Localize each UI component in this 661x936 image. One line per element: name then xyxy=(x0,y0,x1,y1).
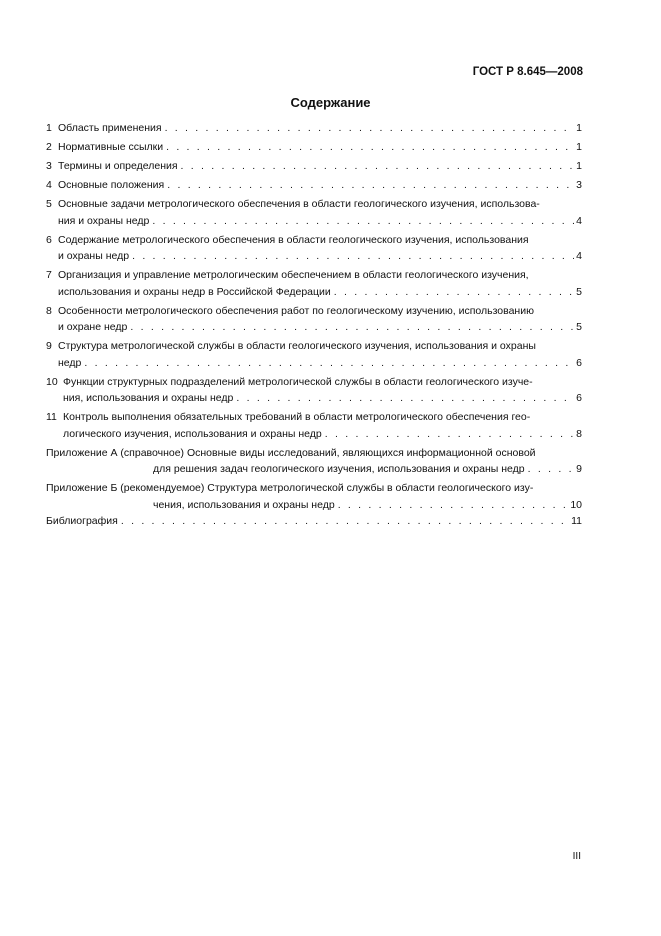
toc-title: Структура метрологической службы в области геологического изучения, использования и охраны xyxy=(58,340,536,352)
toc-entry-2[interactable] xyxy=(46,139,582,156)
toc-title: Особенности метрологического обеспечения работ по геологическому изучению, использованию xyxy=(58,304,534,317)
toc-title: Нормативные ссылки xyxy=(58,141,164,153)
toc-title: Термины и определения xyxy=(58,160,178,172)
appendix-title: Приложение Б (рекомендуемое) Структура метрологической службы в области геологического изу- xyxy=(46,482,534,494)
toc-number: 8 xyxy=(46,304,52,317)
bibliography-label: Библиография xyxy=(46,515,118,527)
dot-leader xyxy=(162,120,574,137)
toc-entry-4[interactable] xyxy=(46,177,582,194)
toc-number: 4 xyxy=(46,179,52,191)
toc-entry-9[interactable] xyxy=(46,338,582,371)
dot-leader xyxy=(81,355,574,372)
toc-page: 11 xyxy=(571,515,582,527)
toc-number: 2 xyxy=(46,141,52,153)
toc-title-cont: использования и охраны недр в Российской Федерации xyxy=(58,285,331,298)
toc-entry-7[interactable] xyxy=(46,267,582,300)
toc-entry-6[interactable] xyxy=(46,232,582,265)
toc-number: 9 xyxy=(46,340,52,352)
dot-leader xyxy=(525,461,574,478)
dot-leader xyxy=(164,177,574,194)
toc-bibliography[interactable] xyxy=(46,513,582,530)
dot-leader xyxy=(331,284,574,301)
dot-leader xyxy=(127,319,574,336)
toc-page: 4 xyxy=(576,214,582,227)
toc-title: Контроль выполнения обязательных требований в области метрологического обеспечения гео- xyxy=(63,411,531,423)
toc-page: 1 xyxy=(576,122,582,134)
toc-entry-1[interactable] xyxy=(46,120,582,137)
toc-number: 6 xyxy=(46,233,52,246)
dot-leader xyxy=(149,213,574,230)
toc-title-cont: логического изучения, использования и охраны недр xyxy=(63,427,322,440)
toc-number: 1 xyxy=(46,122,52,134)
toc-page: 1 xyxy=(576,141,582,153)
page-title: Содержание xyxy=(290,95,371,110)
toc-number: 7 xyxy=(46,269,52,281)
appendix-title-cont: для решения задач геологического изучения, использования и охраны недр xyxy=(153,463,525,475)
toc-title: Основные задачи метрологического обеспечения в области геологического изучения, использова- xyxy=(58,198,540,210)
toc-page: 8 xyxy=(576,427,582,440)
dot-leader xyxy=(335,497,571,514)
standard-code: ГОСТ Р 8.645—2008 xyxy=(472,66,583,78)
page-folio: III xyxy=(572,851,581,862)
toc-entry-10[interactable] xyxy=(46,374,582,407)
toc-title: Организация и управление метрологическим обеспечением в области геологического изучения, xyxy=(58,269,529,281)
toc-title-cont: ния и охраны недр xyxy=(58,214,150,227)
toc-entry-8[interactable] xyxy=(46,303,582,336)
toc-title: Основные положения xyxy=(58,179,165,191)
dot-leader xyxy=(163,139,574,156)
toc-entry-3[interactable] xyxy=(46,158,582,175)
toc-page: 3 xyxy=(576,179,582,191)
toc-entry-11[interactable] xyxy=(46,409,582,442)
toc-title-cont: и охраны недр xyxy=(58,250,130,262)
dot-leader xyxy=(118,513,571,530)
toc-page: 1 xyxy=(576,160,582,172)
dot-leader xyxy=(322,426,574,443)
toc-number: 11 xyxy=(46,411,57,423)
toc-title-cont: и охране недр xyxy=(58,321,128,333)
toc-entry-5[interactable] xyxy=(46,196,582,229)
dot-leader xyxy=(233,390,574,407)
toc-number: 5 xyxy=(46,198,52,210)
toc-title: Содержание метрологического обеспечения в области геологического изучения, использования xyxy=(58,233,529,246)
toc-appendix-a[interactable] xyxy=(46,445,582,478)
toc-number: 3 xyxy=(46,160,52,172)
toc-page: 10 xyxy=(570,498,582,511)
toc-number: 10 xyxy=(46,375,58,388)
toc-page: 5 xyxy=(576,321,582,333)
toc-title-cont: недр xyxy=(58,356,82,369)
toc-page: 5 xyxy=(576,285,582,298)
toc-title: Функции структурных подразделений метрологической службы в области геологического изуче- xyxy=(63,375,533,388)
table-of-contents xyxy=(46,120,582,530)
dot-leader xyxy=(129,248,574,265)
toc-page: 4 xyxy=(576,250,582,262)
toc-appendix-b[interactable] xyxy=(46,480,582,513)
toc-page: 6 xyxy=(576,392,582,404)
appendix-title: Приложение А (справочное) Основные виды исследований, являющихся информационной основой xyxy=(46,446,536,459)
dot-leader xyxy=(178,158,574,175)
toc-title-cont: ния, использования и охраны недр xyxy=(63,392,234,404)
toc-page: 9 xyxy=(576,463,582,475)
appendix-title-cont: чения, использования и охраны недр xyxy=(153,498,335,511)
toc-page: 6 xyxy=(576,356,582,369)
toc-title: Область применения xyxy=(58,122,162,134)
